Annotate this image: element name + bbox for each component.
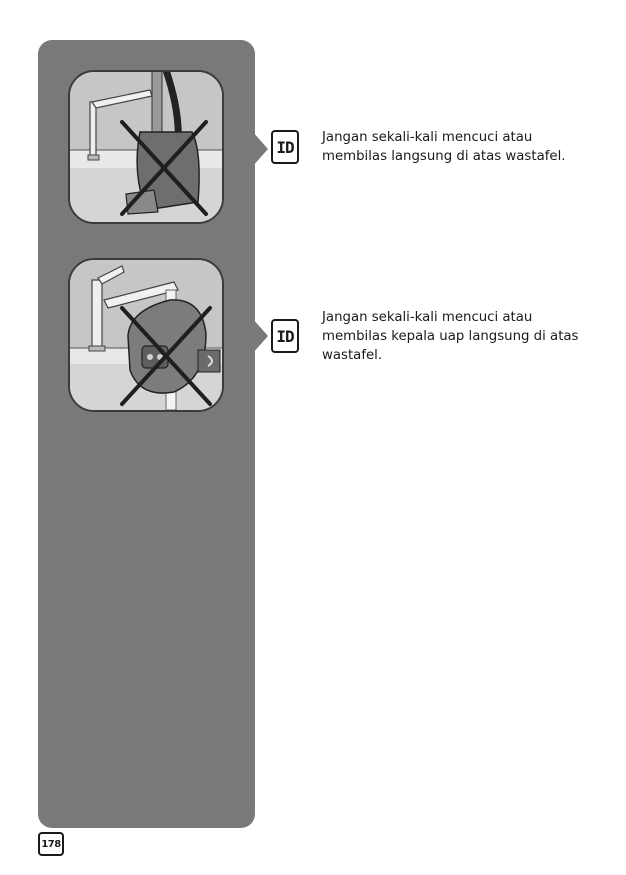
language-badge: ID: [271, 130, 299, 164]
instruction-text-2: Jangan sekali-kali mencuci atau membilas kepala uap langsung di atas wastafel.: [322, 310, 579, 363]
page-number: 178: [38, 832, 64, 856]
no-rinse-steam-head-under-tap-icon: [68, 258, 224, 412]
instruction-text-1: Jangan sekali-kali mencuci atau membilas langsung di atas wastafel.: [322, 130, 566, 164]
language-badge: ID: [271, 319, 299, 353]
section-2-pointer: [252, 318, 268, 354]
no-rinse-base-under-tap-icon: [68, 70, 224, 224]
section-1-pointer: [252, 131, 268, 167]
